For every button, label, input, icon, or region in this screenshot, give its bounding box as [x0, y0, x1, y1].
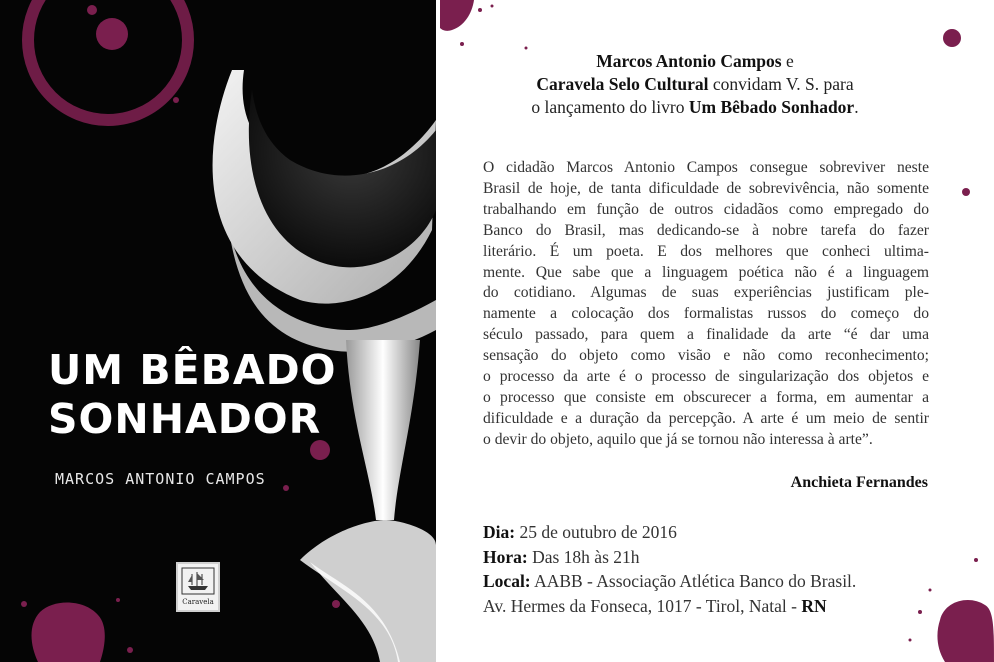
intro-period: . [854, 97, 859, 117]
review-line: do cotidiano. Algumas de suas experiências justificam ple- [483, 284, 929, 302]
invitation-intro [500, 50, 890, 119]
event-date [483, 520, 856, 545]
event-place [483, 569, 856, 594]
review-line: século passado, para quem a finalidade da arte “é dar uma [483, 326, 929, 344]
review-paragraph [483, 158, 929, 451]
review-line: namente a colocação dos formalistas russos do começo do [483, 305, 929, 323]
caravel-ship-icon [178, 564, 218, 598]
intro-launch-text: o lançamento do livro [531, 97, 685, 117]
review-line: trabalhando em função de outros cidadãos como empregado do [483, 200, 929, 218]
invitation-page [440, 0, 994, 662]
review-line: O cidadão Marcos Antonio Campos consegue sobreviver neste [483, 159, 929, 176]
review-line: mente. Que sabe que a linguagem poética não é a linguagem [483, 263, 929, 281]
book-title-line1: UM BÊBADO [48, 346, 337, 394]
wine-stain-ring [28, 0, 188, 120]
publisher-logo [176, 562, 220, 612]
review-line: o devir do objeto, aquilo que já se tornou não interessa à arte”. [483, 430, 873, 448]
intro-invite-text: convidam V. S. para [712, 74, 854, 94]
intro-book-title: Um Bêbado Sonhador [688, 97, 855, 117]
intro-and: e [785, 51, 794, 71]
event-date-label: Dia: [483, 522, 516, 542]
review-line: Banco do Brasil, mas dedicando-se à nobre tarefa do fazer [483, 221, 929, 239]
host-name: Marcos Antonio Campos [596, 51, 782, 71]
book-title-line2: SONHADOR [48, 395, 322, 443]
review-line: o processo que consiste em obscurecer a forma, em aumentar a [483, 388, 929, 406]
review-line: dificuldade e a duração da percepção. A arte é um meio de sentir [483, 409, 929, 427]
book-author: MARCOS ANTONIO CAMPOS [55, 470, 266, 488]
review-line: o processo da arte é o processo de singularização dos objetos e [483, 368, 929, 386]
event-details [483, 520, 856, 618]
book-cover [0, 0, 436, 662]
event-date-value: 25 de outubro de 2016 [519, 522, 677, 542]
event-time [483, 545, 856, 570]
event-time-label: Hora: [483, 546, 528, 567]
event-address [483, 594, 856, 619]
book-title [48, 346, 337, 444]
review-signature: Anchieta Fernandes [790, 474, 928, 491]
publisher-logo-text: Caravela [182, 598, 214, 606]
event-place-value: AABB - Associação Atlética Banco do Brasil. [534, 571, 857, 591]
host-publisher: Caravela Selo Cultural [536, 74, 709, 94]
event-time-value: Das 18h às 21h [532, 546, 640, 567]
event-place-label: Local: [483, 571, 531, 591]
review-line: sensação do objeto como visão e não como reconhecimento; [483, 347, 929, 365]
review-line: literário. É um poeta. E dos melhores que conheci ultima- [483, 242, 929, 260]
event-address-value: Av. Hermes da Fonseca, 1017 - Tirol, Natal - [483, 595, 797, 616]
review-line: Brasil de hoje, de tanta dificuldade de sobrevivência, não somente [483, 179, 929, 197]
event-address-state: RN [801, 595, 827, 616]
